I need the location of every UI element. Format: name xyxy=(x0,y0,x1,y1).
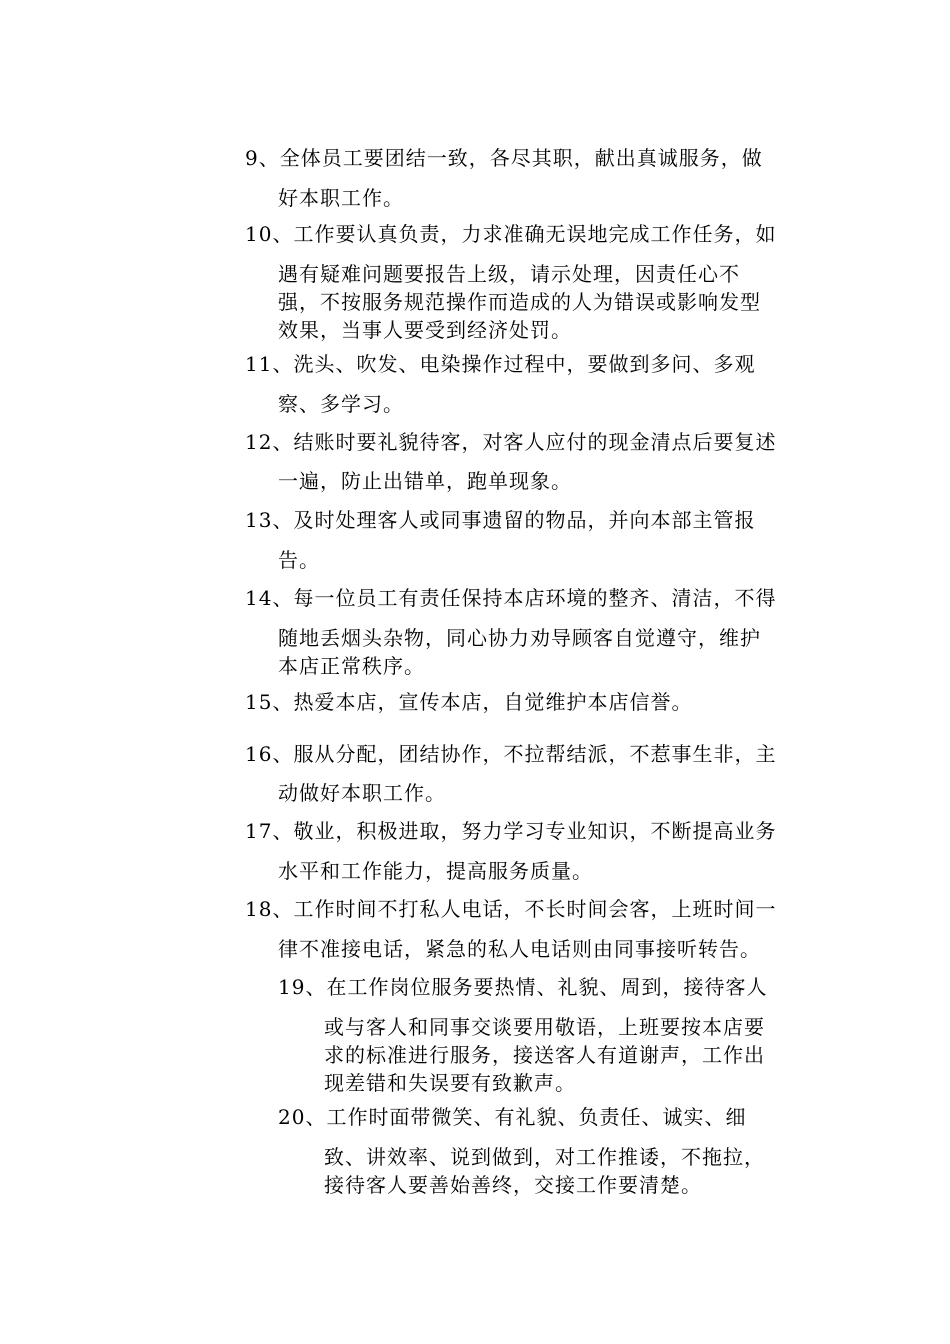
item-separator: 、 xyxy=(272,222,294,246)
item-text: 全体员工要团结一致，各尽其职，献出真诚服务，做 xyxy=(279,146,763,170)
item-number: 16 xyxy=(245,742,273,766)
list-item-continuation-line: 动做好本职工作。 xyxy=(278,781,446,805)
list-item-continuation-line: 告。 xyxy=(278,548,320,572)
list-item-first-line xyxy=(278,971,767,1000)
item-text: 工作要认真负责，力求准确无误地完成工作任务，如 xyxy=(293,222,777,246)
list-item-continuation-line: 水平和工作能力，提高服务质量。 xyxy=(278,859,593,883)
item-number: 19 xyxy=(278,975,306,999)
item-separator: 、 xyxy=(305,975,327,999)
item-number: 9 xyxy=(245,146,259,170)
item-separator: 、 xyxy=(272,897,294,921)
list-item-continuation-line: 好本职工作。 xyxy=(278,186,404,210)
item-separator: 、 xyxy=(272,430,294,454)
list-item-continuation-line: 求的标准进行服务，接送客人有道谢声，工作出 xyxy=(324,1043,765,1067)
list-item-continuation-line: 现差错和失误要有致歉声。 xyxy=(324,1071,576,1095)
list-item-continuation-line: 接待客人要善始善终，交接工作要清楚。 xyxy=(324,1173,702,1197)
list-item-first-line xyxy=(245,348,755,377)
list-item-continuation-line: 遇有疑难问题要报告上级，请示处理，因责任心不 xyxy=(278,262,740,286)
list-item-first-line xyxy=(245,738,776,767)
item-separator: 、 xyxy=(258,146,280,170)
list-item-continuation-line: 本店正常秩序。 xyxy=(278,654,425,678)
list-item-continuation-line: 随地丢烟头杂物，同心协力劝导顾客自觉遵守，维护 xyxy=(278,626,761,650)
item-number: 11 xyxy=(245,352,273,376)
item-text: 热爱本店，宣传本店，自觉维护本店信誉。 xyxy=(293,690,693,714)
item-text: 服从分配，团结协作，不拉帮结派，不惹事生非，主 xyxy=(293,742,777,766)
item-separator: 、 xyxy=(272,742,294,766)
item-text: 在工作岗位服务要热情、礼貌、周到，接待客人 xyxy=(326,975,768,999)
list-item-first-line xyxy=(245,686,692,715)
list-item-continuation-line: 效果，当事人要受到经济处罚。 xyxy=(278,318,572,342)
item-separator: 、 xyxy=(272,690,294,714)
item-text: 每一位员工有责任保持本店环境的整齐、清洁，不得 xyxy=(293,586,777,610)
item-separator: 、 xyxy=(305,1105,327,1129)
item-number: 10 xyxy=(245,222,273,246)
item-text: 工作时面带微笑、有礼貌、负责任、诚实、细 xyxy=(326,1105,747,1129)
list-item-continuation-line: 强，不按服务规范操作而造成的人为错误或影响发型 xyxy=(278,290,761,314)
item-separator: 、 xyxy=(272,508,294,532)
list-item-continuation-line: 或与客人和同事交谈要用敬语，上班要按本店要 xyxy=(324,1015,765,1039)
item-separator: 、 xyxy=(272,586,294,610)
item-number: 17 xyxy=(245,819,273,843)
item-text: 结账时要礼貌待客，对客人应付的现金清点后要复述 xyxy=(293,430,777,454)
list-item-first-line xyxy=(245,504,755,533)
item-number: 12 xyxy=(245,430,273,454)
item-text: 工作时间不打私人电话，不长时间会客，上班时间一 xyxy=(293,897,777,921)
list-item-first-line xyxy=(245,582,776,611)
list-item-first-line xyxy=(245,893,776,922)
item-number: 13 xyxy=(245,508,273,532)
list-item-first-line xyxy=(245,815,776,844)
list-item-first-line xyxy=(245,218,776,247)
item-number: 14 xyxy=(245,586,273,610)
item-number: 20 xyxy=(278,1105,306,1129)
list-item-continuation-line: 致、讲效率、说到做到，对工作推诿，不拖拉， xyxy=(324,1145,765,1169)
item-text: 敬业，积极进取，努力学习专业知识，不断提高业务 xyxy=(293,819,777,843)
list-item-continuation-line: 察、多学习。 xyxy=(278,392,404,416)
list-item-first-line xyxy=(278,1101,746,1130)
list-item-first-line xyxy=(245,426,776,455)
item-text: 洗头、吹发、电染操作过程中，要做到多问、多观 xyxy=(293,352,756,376)
item-separator: 、 xyxy=(272,819,294,843)
item-separator: 、 xyxy=(272,352,294,376)
item-text: 及时处理客人或同事遗留的物品，并向本部主管报 xyxy=(293,508,756,532)
list-item-first-line xyxy=(245,142,763,171)
item-number: 18 xyxy=(245,897,273,921)
item-number: 15 xyxy=(245,690,273,714)
list-item-continuation-line: 一遍，防止出错单，跑单现象。 xyxy=(278,469,572,493)
list-item-continuation-line: 律不准接电话，紧急的私人电话则由同事接听转告。 xyxy=(278,937,761,961)
